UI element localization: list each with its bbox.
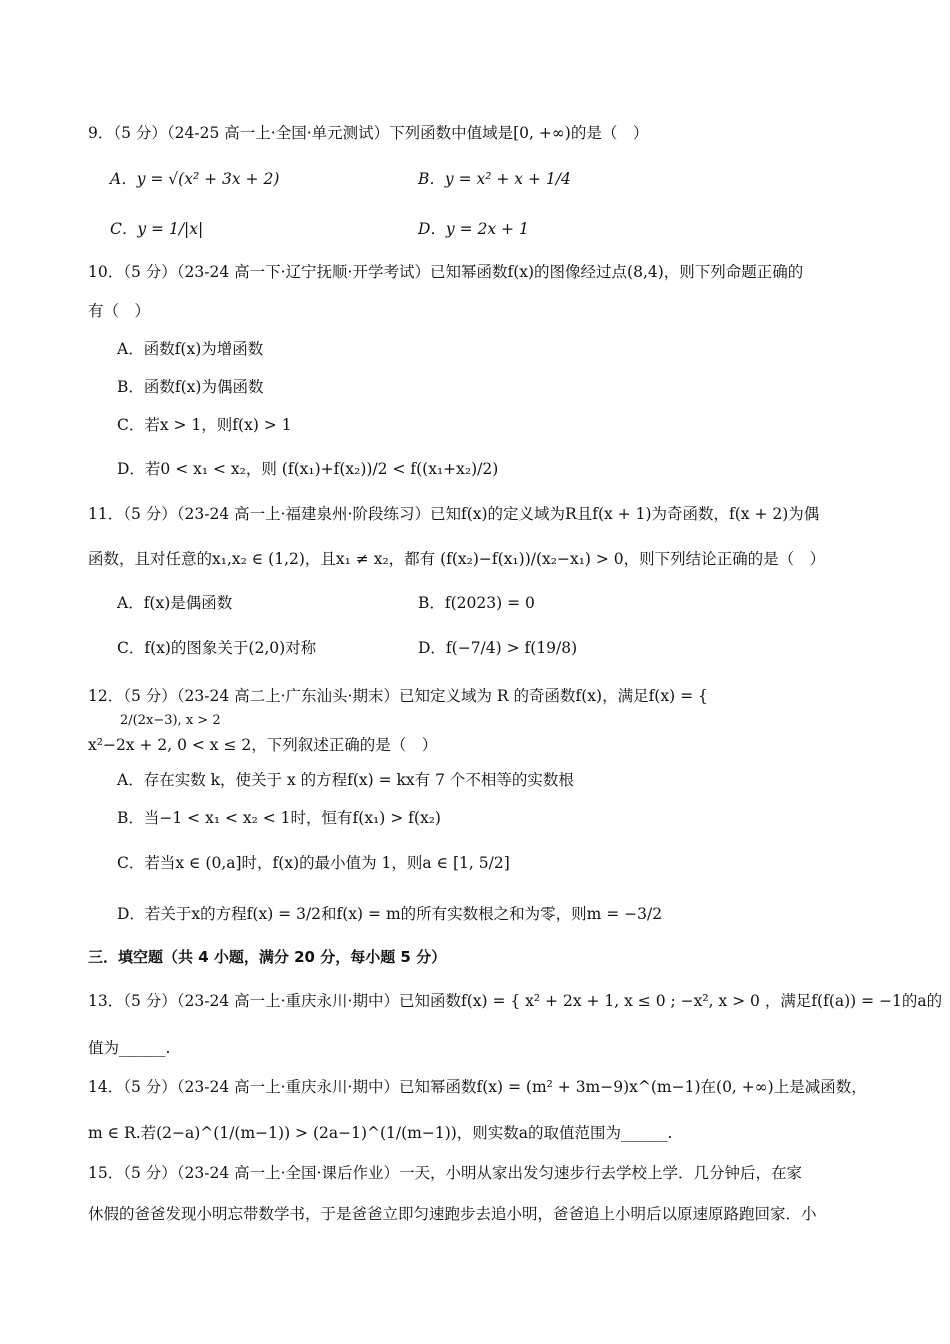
- question-11-option-b: B．f(2023) = 0: [418, 594, 535, 612]
- question-12-option-c: C．若当x ∈ (0,a]时，f(x)的最小值为 1，则a ∈ [1, 5/2]: [117, 854, 510, 872]
- question-13-stem-line-1: 13．（5 分）（23-24 高一上·重庆永川·期中）已知函数f(x) = { x² + 2x + 1, x ≤ 0 ; −x², x > 0 ，满足f(f(a)) = −1的a的: [88, 992, 943, 1010]
- question-9-option-c: C．y = 1/|x|: [110, 220, 204, 238]
- question-13-stem-line-2: 值为______.: [88, 1039, 171, 1057]
- question-12-option-a: A．存在实数 k，使关于 x 的方程f(x) = kx有 7 个不相等的实数根: [117, 771, 574, 789]
- question-14-stem-line-1: 14．（5 分）（23-24 高一上·重庆永川·期中）已知幂函数f(x) = (m² + 3m−9)x^(m−1)在(0, +∞)上是减函数，: [88, 1078, 867, 1096]
- question-11-option-d: D．f(−7/4) > f(19/8): [418, 639, 578, 657]
- question-10-option-b: B．函数f(x)为偶函数: [117, 378, 264, 396]
- question-12-piece-1: 2/(2x−3), x > 2: [120, 713, 221, 728]
- question-9-option-a: A．y = √(x² + 3x + 2): [110, 170, 280, 188]
- question-9-option-b: B．y = x² + x + 1/4: [418, 170, 571, 188]
- question-10-option-d: D．若0 < x₁ < x₂，则 (f(x₁)+f(x₂))/2 < f((x₁+x₂)/2): [117, 460, 499, 478]
- question-14-stem-line-2: m ∈ R.若(2−a)^(1/(m−1)) > (2a−1)^(1/(m−1))，则实数a的取值范围为______.: [88, 1124, 673, 1142]
- question-12-option-b: B．当−1 < x₁ < x₂ < 1时，恒有f(x₁) > f(x₂): [117, 809, 441, 827]
- question-10-option-c: C．若x > 1，则f(x) > 1: [117, 416, 292, 434]
- question-10-stem-line-2: 有（ ）: [88, 302, 151, 320]
- question-12-stem-line-1: 12．（5 分）（23-24 高二上·广东汕头·期末）已知定义域为 R 的奇函数f(x)，满足f(x) = {: [88, 687, 708, 705]
- question-11-option-a: A．f(x)是偶函数: [117, 594, 233, 612]
- question-9-option-d: D．y = 2x + 1: [418, 220, 529, 238]
- question-9-stem: 9．（5 分）（24-25 高一上·全国·单元测试）下列函数中值域是[0, +∞)的是（ ）: [88, 124, 649, 142]
- question-11-option-c: C．f(x)的图象关于(2,0)对称: [117, 639, 317, 657]
- section-3-heading: 三．填空题（共 4 小题，满分 20 分，每小题 5 分）: [88, 948, 447, 966]
- question-12-piece-2: x²−2x + 2, 0 < x ≤ 2，下列叙述正确的是（ ）: [88, 736, 438, 754]
- question-12-option-d: D．若关于x的方程f(x) = 3/2和f(x) = m的所有实数根之和为零，则m = −3/2: [117, 905, 663, 923]
- question-10-option-a: A．函数f(x)为增函数: [117, 340, 264, 358]
- question-11-stem-line-1: 11．（5 分）（23-24 高一上·福建泉州·阶段练习）已知f(x)的定义域为R且f(x + 1)为奇函数，f(x + 2)为偶: [88, 505, 820, 523]
- question-11-stem-line-2: 函数，且对任意的x₁,x₂ ∈ (1,2)，且x₁ ≠ x₂，都有 (f(x₂)−f(x₁))/(x₂−x₁) > 0，则下列结论正确的是（ ）: [88, 550, 826, 568]
- question-10-stem-line-1: 10．（5 分）（23-24 高一下·辽宁抚顺·开学考试）已知幂函数f(x)的图像经过点(8,4)，则下列命题正确的: [88, 263, 804, 281]
- question-15-stem-line-2: 休假的爸爸发现小明忘带数学书，于是爸爸立即匀速跑步去追小明，爸爸追上小明后以原速原路跑回家．小: [88, 1205, 817, 1223]
- question-15-stem-line-1: 15．（5 分）（23-24 高一上·全国·课后作业）一天，小明从家出发匀速步行去学校上学．几分钟后，在家: [88, 1164, 802, 1182]
